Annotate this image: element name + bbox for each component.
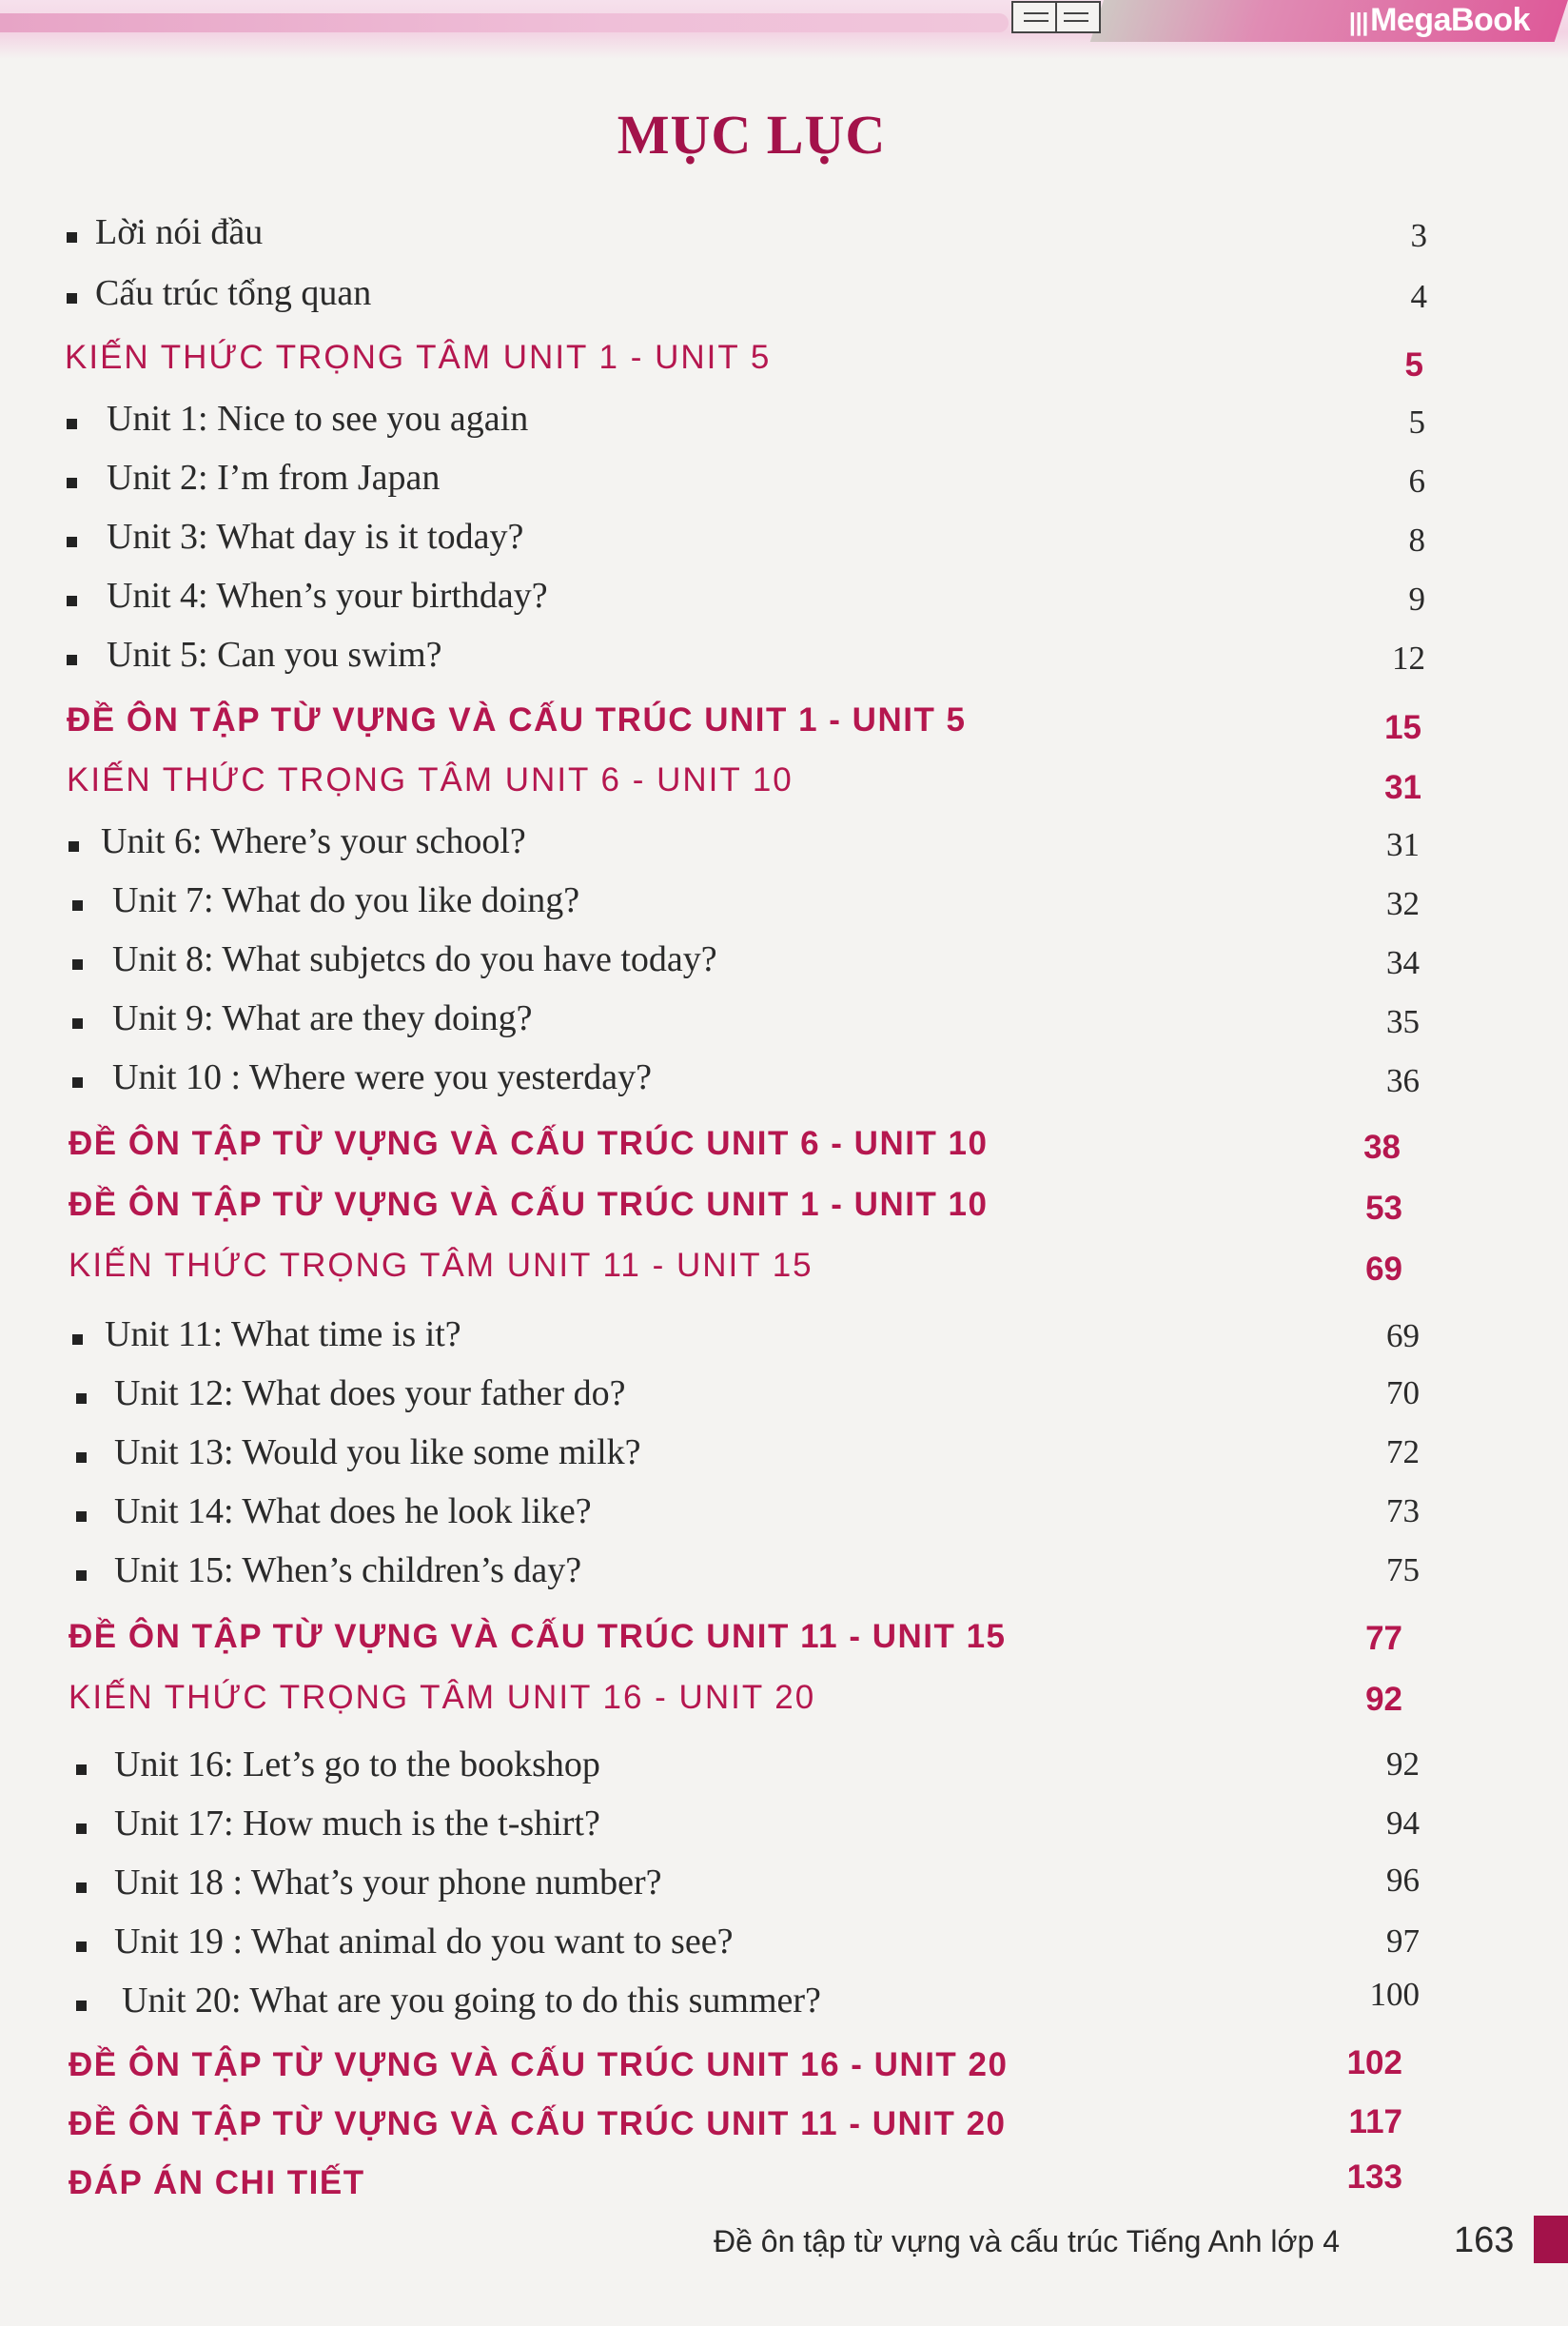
bullet-square-icon bbox=[76, 1942, 87, 1952]
toc-entry-row bbox=[0, 211, 1568, 268]
bullet-square-icon bbox=[67, 596, 77, 606]
toc-entry-row bbox=[0, 938, 1568, 995]
bullet-square-icon bbox=[67, 478, 77, 488]
bullet-square-icon bbox=[72, 959, 83, 970]
toc-entry-title: Lời nói đầu bbox=[95, 212, 264, 252]
toc-entry-row bbox=[0, 1549, 1568, 1607]
toc-page-number: 94 bbox=[1386, 1804, 1420, 1842]
toc-page-number: 31 bbox=[1386, 826, 1420, 863]
page-title: MỤC LỤC bbox=[617, 104, 887, 166]
toc-page-number: 53 bbox=[1365, 1190, 1402, 1227]
toc-section-row bbox=[0, 2158, 1568, 2221]
toc-entry-row bbox=[0, 516, 1568, 573]
toc-page-number: 102 bbox=[1346, 2044, 1402, 2081]
toc-page-number: 92 bbox=[1365, 1681, 1402, 1718]
toc-page-number: 97 bbox=[1386, 1922, 1420, 1960]
toc-page-number: 69 bbox=[1365, 1251, 1402, 1288]
toc-entry-row bbox=[0, 634, 1568, 691]
bullet-square-icon bbox=[67, 293, 77, 304]
toc-entry-title: Unit 5: Can you swim? bbox=[107, 635, 442, 675]
toc-page-number: 77 bbox=[1365, 1620, 1402, 1657]
toc-entry-title: Unit 18 : What’s your phone number? bbox=[114, 1863, 662, 1902]
brand-mark-icon: ||| bbox=[1348, 8, 1369, 36]
bullet-square-icon bbox=[76, 1882, 87, 1893]
toc-entry-row bbox=[0, 820, 1568, 877]
toc-page-number: 38 bbox=[1363, 1129, 1401, 1166]
toc-page-number: 100 bbox=[1369, 1976, 1420, 2013]
toc-page-number: 73 bbox=[1386, 1492, 1420, 1529]
toc-entry-row bbox=[0, 879, 1568, 936]
toc-page-number: 69 bbox=[1386, 1317, 1420, 1354]
toc-entry-row bbox=[0, 1490, 1568, 1547]
toc-entry-title: Unit 4: When’s your birthday? bbox=[107, 576, 548, 616]
toc-entry-row bbox=[0, 1744, 1568, 1801]
toc-entry-title: Unit 12: What does your father do? bbox=[114, 1373, 626, 1413]
toc-entry-title: Unit 9: What are they doing? bbox=[112, 998, 533, 1038]
toc-entry-title: Unit 6: Where’s your school? bbox=[101, 821, 526, 861]
toc-entry-title: Unit 17: How much is the t-shirt? bbox=[114, 1804, 600, 1843]
bullet-square-icon bbox=[76, 1452, 87, 1463]
toc-entry-row bbox=[0, 1976, 1568, 2037]
toc-entry-title: Unit 8: What subjetcs do you have today? bbox=[112, 939, 717, 979]
toc-entry-row bbox=[0, 457, 1568, 514]
toc-section-title: ĐỀ ÔN TẬP TỪ VỰNG VÀ CẤU TRÚC UNIT 11 - UNIT 15 bbox=[69, 1618, 1007, 1655]
toc-page-number: 117 bbox=[1348, 2103, 1402, 2140]
bullet-square-icon bbox=[67, 537, 77, 547]
bullet-square-icon bbox=[76, 2001, 87, 2011]
toc-entry-row bbox=[0, 1803, 1568, 1860]
toc-page-number: 6 bbox=[1408, 463, 1425, 500]
toc-page-number: 3 bbox=[1410, 217, 1427, 254]
bullet-square-icon bbox=[72, 1334, 83, 1345]
toc-page-number: 15 bbox=[1384, 709, 1421, 746]
toc-section-title: ĐỀ ÔN TẬP TỪ VỰNG VÀ CẤU TRÚC UNIT 6 - UNIT 10 bbox=[69, 1125, 989, 1162]
toc-entry-row bbox=[0, 997, 1568, 1055]
toc-section-row bbox=[0, 1679, 1568, 1736]
toc-entry-title: Unit 3: What day is it today? bbox=[107, 517, 524, 557]
toc-page-number: 32 bbox=[1386, 885, 1420, 922]
toc-section-row bbox=[0, 1618, 1568, 1675]
toc-entry-row bbox=[0, 1921, 1568, 1978]
toc-entry-title: Unit 16: Let’s go to the bookshop bbox=[114, 1744, 600, 1784]
toc-section-row bbox=[0, 1125, 1568, 1182]
toc-entry-title: Unit 1: Nice to see you again bbox=[107, 399, 529, 439]
toc-section-title: KIẾN THỨC TRỌNG TÂM UNIT 1 - UNIT 5 bbox=[65, 339, 772, 376]
bullet-square-icon bbox=[67, 232, 77, 243]
footer-book-title: Đề ôn tập từ vựng và cấu trúc Tiếng Anh lớp 4 bbox=[714, 2224, 1340, 2258]
toc-section-row bbox=[0, 1186, 1568, 1243]
toc-entry-title: Unit 2: I’m from Japan bbox=[107, 458, 441, 498]
toc-section-row bbox=[0, 701, 1568, 759]
toc-entry-row bbox=[0, 575, 1568, 632]
toc-page-number: 12 bbox=[1392, 640, 1425, 677]
toc-entry-title: Unit 15: When’s children’s day? bbox=[114, 1550, 582, 1590]
brand-name: MegaBook bbox=[1370, 2, 1530, 38]
toc-page-number: 72 bbox=[1386, 1433, 1420, 1470]
toc-entry-title: Unit 19 : What animal do you want to see? bbox=[114, 1922, 734, 1961]
toc-section-title: ĐỀ ÔN TẬP TỪ VỰNG VÀ CẤU TRÚC UNIT 16 - UNIT 20 bbox=[69, 2046, 1009, 2083]
toc-entry-row bbox=[0, 1056, 1568, 1114]
bullet-square-icon bbox=[72, 900, 83, 911]
toc-page-number: 36 bbox=[1386, 1062, 1420, 1099]
toc-entry-row bbox=[0, 1862, 1568, 1919]
toc-section-title: KIẾN THỨC TRỌNG TÂM UNIT 11 - UNIT 15 bbox=[69, 1247, 813, 1284]
toc-entry-title: Cấu trúc tổng quan bbox=[95, 273, 372, 313]
bullet-square-icon bbox=[76, 1511, 87, 1522]
toc-entry-row bbox=[0, 1313, 1568, 1370]
toc-section-title: ĐỀ ÔN TẬP TỪ VỰNG VÀ CẤU TRÚC UNIT 1 - UNIT 10 bbox=[69, 1186, 989, 1223]
bullet-square-icon bbox=[72, 1018, 83, 1029]
toc-page-number: 75 bbox=[1386, 1551, 1420, 1588]
toc-entry-row bbox=[0, 1372, 1568, 1429]
toc-page-number: 92 bbox=[1386, 1745, 1420, 1783]
bullet-square-icon bbox=[76, 1764, 87, 1775]
toc-entry-row bbox=[0, 1431, 1568, 1488]
toc-entry-title: Unit 10 : Where were you yesterday? bbox=[112, 1057, 652, 1097]
toc-page-number: 34 bbox=[1386, 944, 1420, 981]
toc-page-number: 70 bbox=[1386, 1374, 1420, 1411]
bullet-square-icon bbox=[69, 841, 79, 852]
bullet-square-icon bbox=[76, 1570, 87, 1581]
bullet-square-icon bbox=[76, 1393, 87, 1404]
toc-page-number: 133 bbox=[1346, 2158, 1402, 2196]
toc-page-number: 9 bbox=[1408, 581, 1425, 618]
toc-page-number: 5 bbox=[1408, 404, 1425, 441]
toc-page-number: 31 bbox=[1384, 769, 1421, 806]
toc-page-number: 5 bbox=[1404, 346, 1423, 384]
toc-section-title: ĐỀ ÔN TẬP TỪ VỰNG VÀ CẤU TRÚC UNIT 1 - UNIT 5 bbox=[67, 701, 967, 739]
footer-accent-bar bbox=[1534, 2216, 1568, 2263]
toc-section-row bbox=[0, 1247, 1568, 1304]
toc-page-number: 8 bbox=[1408, 522, 1425, 559]
bullet-square-icon bbox=[67, 655, 77, 665]
toc-entry-title: Unit 11: What time is it? bbox=[105, 1314, 461, 1354]
footer-page-number: 163 bbox=[1454, 2220, 1515, 2260]
toc-entry-title: Unit 20: What are you going to do this summer? bbox=[122, 1981, 821, 2020]
toc-entry-row bbox=[0, 398, 1568, 455]
toc-section-row bbox=[0, 761, 1568, 818]
toc-entry-row bbox=[0, 272, 1568, 329]
bullet-square-icon bbox=[67, 419, 77, 429]
toc-page-number: 35 bbox=[1386, 1003, 1420, 1040]
toc-section-title: KIẾN THỨC TRỌNG TÂM UNIT 6 - UNIT 10 bbox=[67, 761, 794, 798]
toc-section-title: ĐÁP ÁN CHI TIẾT bbox=[69, 2164, 365, 2201]
toc-section-row bbox=[0, 2046, 1568, 2103]
toc-entry-title: Unit 14: What does he look like? bbox=[114, 1491, 592, 1531]
toc-section-row bbox=[0, 339, 1568, 396]
toc-entry-title: Unit 7: What do you like doing? bbox=[112, 880, 580, 920]
toc-entry-title: Unit 13: Would you like some milk? bbox=[114, 1432, 641, 1472]
toc-page-number: 4 bbox=[1410, 278, 1427, 315]
toc-section-row bbox=[0, 2105, 1568, 2162]
toc-page-number: 96 bbox=[1386, 1862, 1420, 1899]
toc-section-title: KIẾN THỨC TRỌNG TÂM UNIT 16 - UNIT 20 bbox=[69, 1679, 816, 1716]
toc-section-title: ĐỀ ÔN TẬP TỪ VỰNG VÀ CẤU TRÚC UNIT 11 - UNIT 20 bbox=[69, 2105, 1007, 2142]
bullet-square-icon bbox=[76, 1823, 87, 1834]
bullet-square-icon bbox=[72, 1077, 83, 1088]
